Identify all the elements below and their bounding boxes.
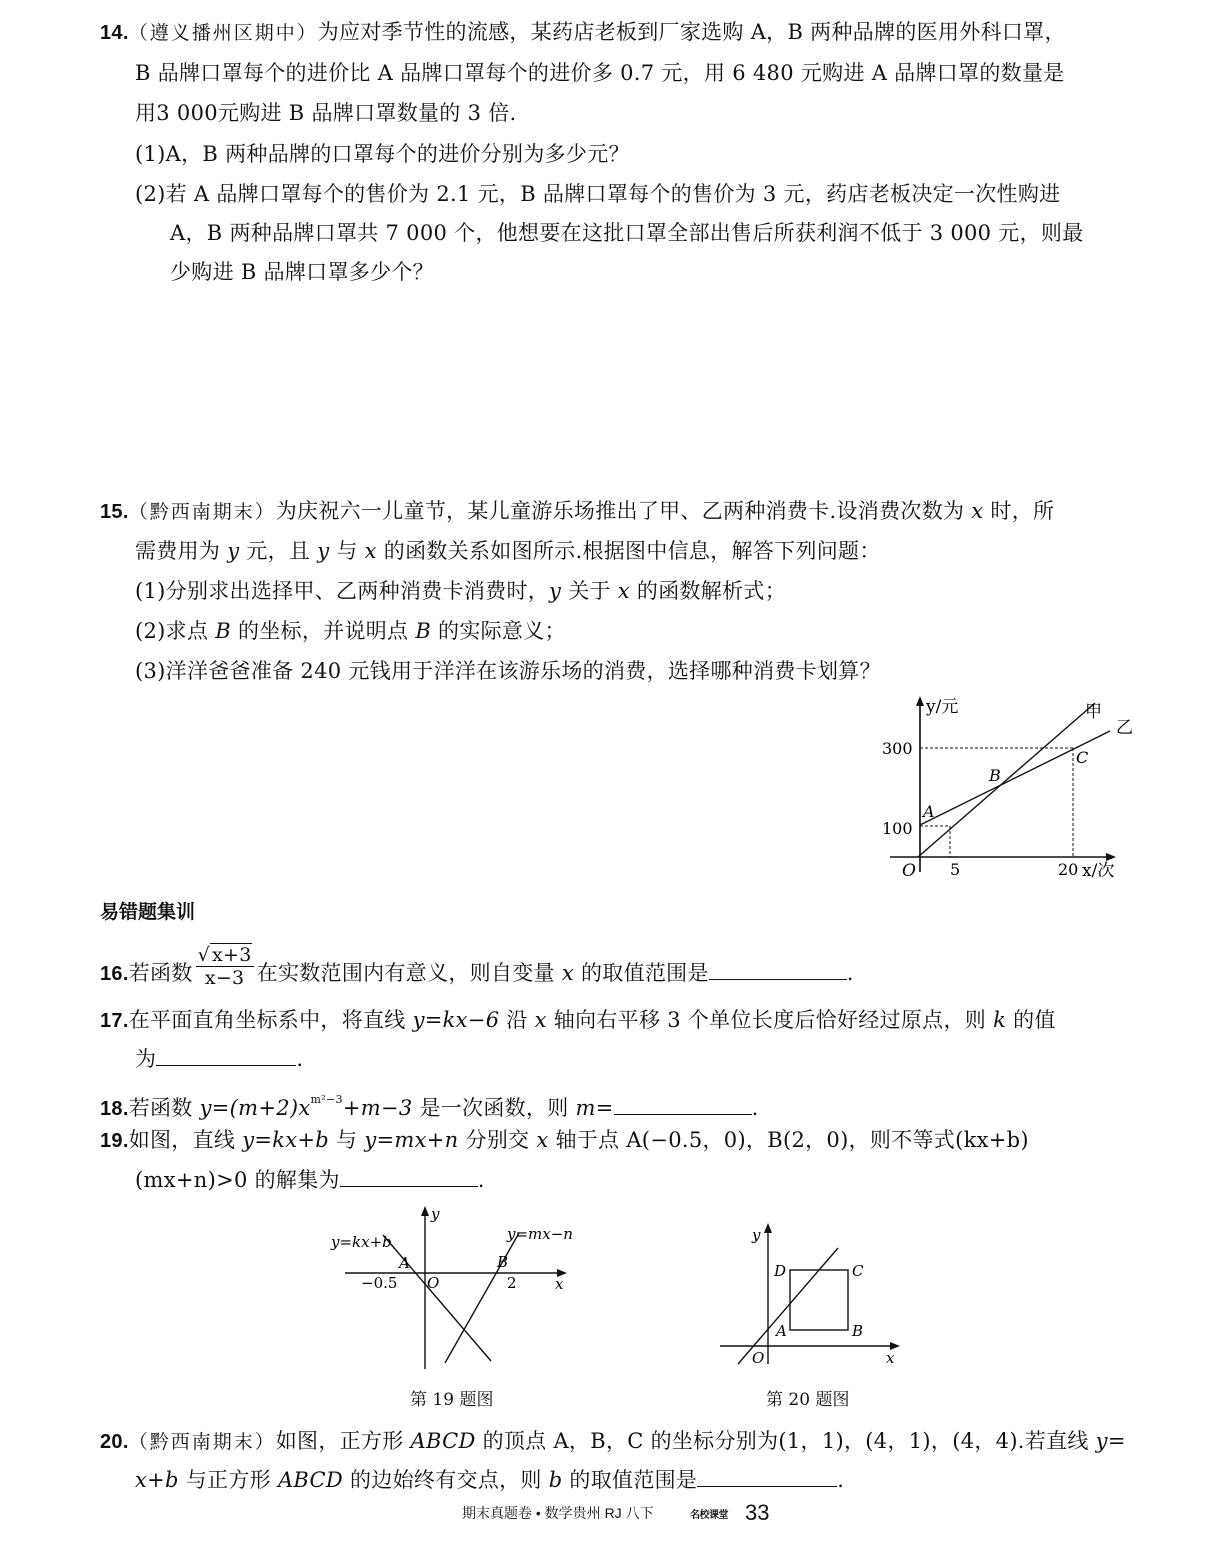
- q20-caption: 第 20 题图: [766, 1390, 850, 1410]
- y-label: y: [752, 1226, 761, 1244]
- q14-source: （遵义播州区期中）: [128, 22, 318, 44]
- q17-text: 轴向右平移 3 个单位长度后恰好经过原点，则: [546, 1008, 994, 1032]
- x-label: x: [555, 1275, 564, 1293]
- q15-text: 关于: [561, 579, 618, 603]
- q20-text: 的顶点 A，B，C 的坐标分别为(1，1)，(4，1)，(4，4).若直线: [475, 1429, 1096, 1453]
- var-k: k: [993, 1008, 1007, 1032]
- point-C-label: C: [852, 1262, 864, 1280]
- q18-answer-blank[interactable]: [614, 1096, 752, 1115]
- q19-line2: (mx+n)>0 的解集为 .: [135, 1168, 485, 1192]
- q16-text: 的取值范围是: [574, 961, 709, 985]
- q15-text: 的实际意义；: [431, 619, 566, 643]
- q20-square-name: ABCD: [277, 1468, 344, 1492]
- q15-graph: [870, 692, 1145, 884]
- var-y: y: [227, 539, 240, 563]
- var-B: B: [415, 619, 432, 643]
- q19-equation1: y=kx+b: [242, 1128, 330, 1152]
- q16-fraction: [196, 944, 254, 989]
- y-axis-arrow: [764, 1223, 772, 1233]
- q15-text: (1)分别求出选择甲、乙两种消费卡消费时，: [135, 579, 550, 603]
- origin-label: O: [902, 861, 916, 881]
- q19-graph: [325, 1203, 600, 1378]
- q19-text: 轴于点 A(−0.5，0)，B(2，0)，则不等式(kx+b): [548, 1128, 1029, 1152]
- q14-text: 为应对季节性的流感，某药店老板到厂家选购 A，B 两种品牌的医用外科口罩，: [317, 20, 1066, 44]
- var-B: B: [215, 619, 231, 643]
- line-yi: [920, 731, 1110, 825]
- point-D-label: D: [774, 1262, 787, 1280]
- q18: 18.若函数 $y=(m+2)x^{m^2-3}+m-3$ 是一次函数，则 m= .: [100, 1093, 759, 1120]
- q15-text: 的函数解析式；: [629, 579, 787, 603]
- q17-text: 沿: [499, 1008, 535, 1032]
- q20-number: 20.: [100, 1431, 129, 1453]
- q15-text: 需费用为: [135, 539, 228, 563]
- q14-part2-line1: (2)若 A 品牌口罩每个的售价为 2.1 元，B 品牌口罩每个的售价为 3 元，药店老板决定一次性购进: [135, 182, 1061, 206]
- q20-line2: x+b 与正方形 ABCD 的边始终有交点，则 b 的取值范围是 .: [135, 1468, 845, 1492]
- q16-number: 16.: [100, 963, 129, 985]
- q18-equation: y=(m+2)x: [199, 1096, 311, 1120]
- line-jia: [918, 703, 1095, 857]
- q17-text: 的值: [1006, 1008, 1056, 1032]
- fraction-denominator: x−3: [204, 967, 245, 989]
- line-jia-label: 甲: [1085, 702, 1102, 722]
- q14-number: 14.: [100, 22, 129, 44]
- label-kxb: y=kx+b: [331, 1233, 392, 1251]
- q18-var-m: m=: [575, 1096, 614, 1120]
- var-x: x: [534, 1008, 547, 1032]
- q18-text: 是一次函数，则: [412, 1096, 576, 1120]
- q20-equation: x+b: [135, 1468, 179, 1492]
- var-x: x: [364, 539, 377, 563]
- q20-graph: [712, 1218, 912, 1373]
- label-mxn: y=mx−n: [507, 1225, 573, 1243]
- q20-answer-blank[interactable]: [697, 1468, 837, 1487]
- point-B-label: B: [852, 1322, 864, 1340]
- q20-text: 与正方形: [178, 1468, 278, 1492]
- q20-square-name: ABCD: [410, 1429, 476, 1453]
- q19-text: 如图，直线: [128, 1128, 243, 1152]
- sqrt-content: x+3: [212, 944, 252, 966]
- footer-text: 期末真题卷 • 数学贵州 RJ 八下: [462, 1505, 654, 1521]
- q19-text: 分别交: [458, 1128, 537, 1152]
- q14-part1: (1)A，B 两种品牌的口罩每个的进价分别为多少元？: [135, 142, 630, 166]
- var-b: b: [548, 1468, 563, 1492]
- tick-100: 100: [882, 819, 913, 838]
- page-number: 33: [745, 1500, 770, 1525]
- q15-line1: [100, 498, 1054, 525]
- q15-part2: [135, 618, 566, 644]
- q15-source: （黔西南期末）: [128, 501, 276, 523]
- q15-text: 的函数关系如图所示.根据图中信息，解答下列问题：: [376, 539, 881, 563]
- q16-text: 若函数: [128, 961, 193, 985]
- point-C-label: C: [1076, 748, 1089, 767]
- q19-caption: 第 19 题图: [410, 1390, 494, 1410]
- q19-text: (mx+n)>0 的解集为: [135, 1168, 340, 1192]
- q20-line1: [100, 1428, 1126, 1455]
- q17-text: 为: [135, 1047, 157, 1071]
- fraction-numerator: √ x+3: [197, 944, 252, 966]
- q19-equation2: y=mx+n: [364, 1128, 459, 1152]
- y-axis-arrow: [916, 696, 924, 706]
- y-axis-label: y/元: [926, 697, 959, 717]
- tick-5: 5: [950, 860, 961, 879]
- q19-answer-blank[interactable]: [340, 1168, 478, 1187]
- q15-text: 时，所: [983, 499, 1055, 523]
- q15-part1: [135, 578, 786, 604]
- q17-equation: y=kx−6: [412, 1008, 500, 1032]
- section-title: 易错题集训: [100, 902, 196, 923]
- q14-part2-line2: A，B 两种品牌口罩共 7 000 个，他想要在这批口罩全部出售后所获利润不低于 3 000 元，则最: [170, 221, 1084, 245]
- y-axis-arrow: [421, 1206, 429, 1216]
- line-yi-label: 乙: [1116, 718, 1133, 738]
- q15-text: 为庆祝六一儿童节，某儿童游乐场推出了甲、乙两种消费卡.设消费次数为: [275, 499, 972, 523]
- tick-2: 2: [507, 1274, 517, 1292]
- q15-text: 的坐标，并说明点: [230, 619, 416, 643]
- q17-line2: 为 .: [135, 1047, 304, 1071]
- var-x: x: [536, 1128, 549, 1152]
- q17-answer-blank[interactable]: [156, 1047, 296, 1066]
- q16-answer-blank[interactable]: [709, 961, 847, 980]
- q15-part3: (3)洋洋爸爸准备 240 元钱用于洋洋在该游乐场的消费，选择哪种消费卡划算？: [135, 659, 881, 683]
- var-x: x: [561, 961, 574, 985]
- origin-label: O: [752, 1349, 765, 1367]
- square-ABCD: [790, 1270, 848, 1330]
- x-label: x: [886, 1349, 895, 1367]
- q17-number: 17.: [100, 1010, 129, 1032]
- q18-number: 18.: [100, 1098, 129, 1120]
- x-axis-arrow: [1106, 853, 1116, 861]
- y-label: y: [431, 1205, 440, 1223]
- q15-line2: [135, 538, 881, 564]
- q20-equation: y=: [1095, 1429, 1126, 1453]
- q14-line1: [100, 19, 1066, 46]
- q14-line3: 用3 000元购进 B 品牌口罩数量的 3 倍.: [135, 101, 517, 125]
- var-y: y: [317, 539, 330, 563]
- q20-text: 的取值范围是: [562, 1468, 698, 1492]
- q16-text: 在实数范围内有意义，则自变量: [256, 961, 562, 985]
- point-A-label: A: [923, 802, 935, 821]
- point-B-label: B: [989, 766, 1001, 785]
- q18-text: 若函数: [128, 1096, 200, 1120]
- publisher-logo: 名校课堂: [690, 1510, 728, 1521]
- q15-number: 15.: [100, 501, 129, 523]
- q18-equation: +m−3: [342, 1096, 413, 1120]
- tick-20: 20: [1058, 860, 1079, 879]
- q14-part2-line3: 少购进 B 品牌口罩多少个？: [170, 260, 434, 284]
- point-A-label: A: [776, 1322, 787, 1340]
- x-axis-label: x/次: [1082, 861, 1115, 881]
- q20-text: 如图，正方形: [275, 1429, 411, 1453]
- point-A-label: A: [399, 1254, 410, 1272]
- q17-line1: [100, 1007, 1056, 1034]
- q19-number: 19.: [100, 1130, 129, 1152]
- tick-300: 300: [882, 739, 913, 758]
- q14-line2: B 品牌口罩每个的进价比 A 品牌口罩每个的进价多 0.7 元，用 6 480 元购进 A 品牌口罩的数量是: [135, 61, 1065, 85]
- q16: 16.若函数 $\frac{√ x+3}{x-3}$ 在实数范围内有意义，则自变量 x 的取值范围是 .: [100, 944, 854, 989]
- q19-text: 与: [329, 1128, 365, 1152]
- q17-text: 在平面直角坐标系中，将直线: [128, 1008, 413, 1032]
- var-x: x: [971, 499, 984, 523]
- var-x: x: [617, 579, 630, 603]
- tick-neg05: −0.5: [361, 1274, 398, 1292]
- q15-text: 与: [329, 539, 365, 563]
- q18-exponent: m²−3: [310, 1093, 343, 1106]
- q19-line1: [100, 1127, 1029, 1154]
- origin-label: O: [427, 1274, 440, 1292]
- var-y: y: [549, 579, 562, 603]
- point-B-label: B: [497, 1253, 509, 1271]
- q15-text: 元，且: [239, 539, 318, 563]
- q20-text: 的边始终有交点，则: [343, 1468, 549, 1492]
- q20-source: （黔西南期末）: [128, 1431, 276, 1453]
- q15-text: (2)求点: [135, 619, 216, 643]
